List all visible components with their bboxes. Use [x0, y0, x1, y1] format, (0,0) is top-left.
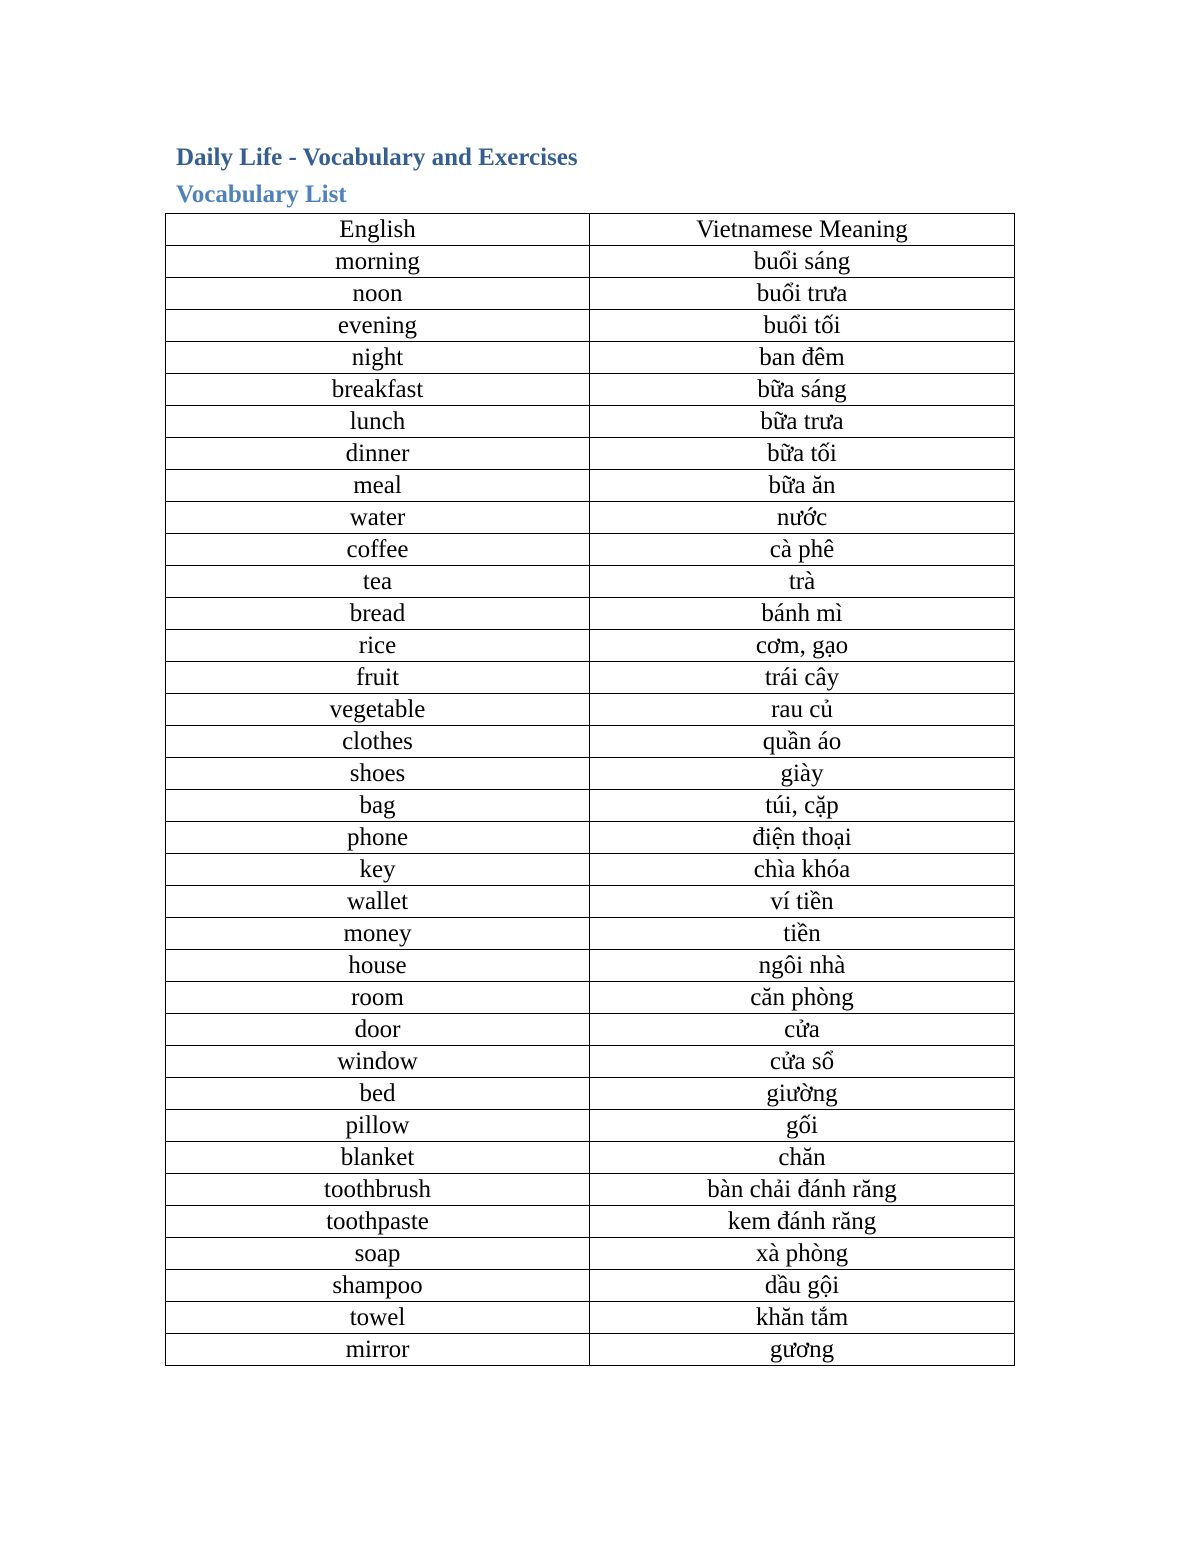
cell-english: rice: [166, 630, 590, 662]
cell-english: room: [166, 982, 590, 1014]
table-row: [166, 1078, 1015, 1110]
table-row: [166, 1046, 1015, 1078]
cell-english: coffee: [166, 534, 590, 566]
cell-english: water: [166, 502, 590, 534]
table-row: [166, 566, 1015, 598]
cell-vietnamese: xà phòng: [590, 1238, 1015, 1270]
table-row: [166, 662, 1015, 694]
cell-english: soap: [166, 1238, 590, 1270]
cell-vietnamese: bữa tối: [590, 438, 1015, 470]
cell-english: mirror: [166, 1334, 590, 1366]
table-row: [166, 982, 1015, 1014]
table-row: [166, 374, 1015, 406]
cell-vietnamese: bánh mì: [590, 598, 1015, 630]
cell-vietnamese: tiền: [590, 918, 1015, 950]
cell-vietnamese: chìa khóa: [590, 854, 1015, 886]
cell-vietnamese: ngôi nhà: [590, 950, 1015, 982]
cell-english: money: [166, 918, 590, 950]
cell-english: toothbrush: [166, 1174, 590, 1206]
cell-english: vegetable: [166, 694, 590, 726]
cell-vietnamese: buổi tối: [590, 310, 1015, 342]
cell-vietnamese: bàn chải đánh răng: [590, 1174, 1015, 1206]
table-row: [166, 502, 1015, 534]
table-row: [166, 694, 1015, 726]
table-row: [166, 1206, 1015, 1238]
cell-english: toothpaste: [166, 1206, 590, 1238]
cell-vietnamese: ví tiền: [590, 886, 1015, 918]
table-row: [166, 598, 1015, 630]
cell-english: dinner: [166, 438, 590, 470]
cell-english: meal: [166, 470, 590, 502]
cell-english: bread: [166, 598, 590, 630]
cell-english: shampoo: [166, 1270, 590, 1302]
cell-vietnamese: túi, cặp: [590, 790, 1015, 822]
cell-vietnamese: khăn tắm: [590, 1302, 1015, 1334]
table-row: [166, 246, 1015, 278]
cell-vietnamese: cửa sổ: [590, 1046, 1015, 1078]
cell-vietnamese: rau củ: [590, 694, 1015, 726]
vocabulary-table: [165, 213, 1015, 1366]
table-row: [166, 758, 1015, 790]
cell-english: wallet: [166, 886, 590, 918]
cell-english: breakfast: [166, 374, 590, 406]
table-row: [166, 1174, 1015, 1206]
table-row: [166, 1142, 1015, 1174]
cell-vietnamese: buổi trưa: [590, 278, 1015, 310]
table-row: [166, 1238, 1015, 1270]
cell-vietnamese: cơm, gạo: [590, 630, 1015, 662]
cell-vietnamese: gối: [590, 1110, 1015, 1142]
cell-vietnamese: giường: [590, 1078, 1015, 1110]
cell-english: door: [166, 1014, 590, 1046]
table-row: [166, 342, 1015, 374]
table-row: [166, 918, 1015, 950]
cell-vietnamese: bữa sáng: [590, 374, 1015, 406]
table-row: [166, 1014, 1015, 1046]
cell-english: tea: [166, 566, 590, 598]
table-body: [166, 246, 1015, 1366]
table-header-row: [166, 214, 1015, 246]
cell-vietnamese: trái cây: [590, 662, 1015, 694]
section-title: Vocabulary List: [176, 181, 347, 208]
cell-vietnamese: gương: [590, 1334, 1015, 1366]
cell-vietnamese: bữa ăn: [590, 470, 1015, 502]
cell-english: clothes: [166, 726, 590, 758]
cell-english: key: [166, 854, 590, 886]
cell-english: lunch: [166, 406, 590, 438]
cell-vietnamese: nước: [590, 502, 1015, 534]
cell-vietnamese: trà: [590, 566, 1015, 598]
cell-vietnamese: buổi sáng: [590, 246, 1015, 278]
table-row: [166, 950, 1015, 982]
cell-vietnamese: dầu gội: [590, 1270, 1015, 1302]
cell-english: blanket: [166, 1142, 590, 1174]
cell-english: morning: [166, 246, 590, 278]
table-row: [166, 1110, 1015, 1142]
table-row: [166, 438, 1015, 470]
cell-english: house: [166, 950, 590, 982]
cell-vietnamese: cà phê: [590, 534, 1015, 566]
cell-vietnamese: bữa trưa: [590, 406, 1015, 438]
cell-vietnamese: cửa: [590, 1014, 1015, 1046]
column-header-vietnamese: Vietnamese Meaning: [590, 214, 1015, 246]
table-row: [166, 1334, 1015, 1366]
table-row: [166, 822, 1015, 854]
table-row: [166, 1302, 1015, 1334]
cell-vietnamese: căn phòng: [590, 982, 1015, 1014]
cell-vietnamese: giày: [590, 758, 1015, 790]
table-row: [166, 1270, 1015, 1302]
table-row: [166, 406, 1015, 438]
cell-english: pillow: [166, 1110, 590, 1142]
table-row: [166, 886, 1015, 918]
cell-english: shoes: [166, 758, 590, 790]
page-title: Daily Life - Vocabulary and Exercises: [176, 144, 578, 171]
table-row: [166, 854, 1015, 886]
column-header-english: English: [166, 214, 590, 246]
cell-english: evening: [166, 310, 590, 342]
table-row: [166, 534, 1015, 566]
cell-english: noon: [166, 278, 590, 310]
cell-english: fruit: [166, 662, 590, 694]
cell-english: phone: [166, 822, 590, 854]
cell-vietnamese: kem đánh răng: [590, 1206, 1015, 1238]
cell-vietnamese: ban đêm: [590, 342, 1015, 374]
cell-vietnamese: điện thoại: [590, 822, 1015, 854]
table-row: [166, 310, 1015, 342]
cell-english: towel: [166, 1302, 590, 1334]
cell-vietnamese: quần áo: [590, 726, 1015, 758]
cell-vietnamese: chăn: [590, 1142, 1015, 1174]
table-row: [166, 470, 1015, 502]
table-row: [166, 278, 1015, 310]
cell-english: window: [166, 1046, 590, 1078]
table-row: [166, 790, 1015, 822]
cell-english: night: [166, 342, 590, 374]
table-row: [166, 630, 1015, 662]
cell-english: bag: [166, 790, 590, 822]
table-row: [166, 726, 1015, 758]
cell-english: bed: [166, 1078, 590, 1110]
